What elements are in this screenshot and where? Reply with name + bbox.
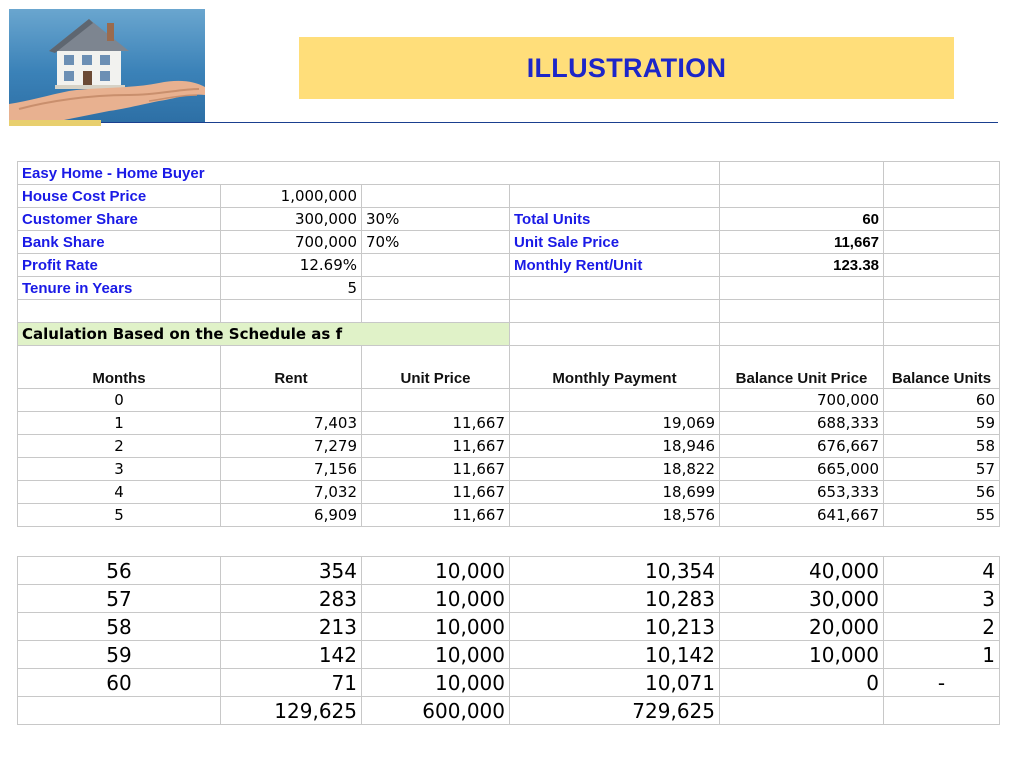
cell-rent: 71: [221, 669, 362, 697]
cell-unit-price: [362, 389, 510, 412]
cell-rent: [221, 389, 362, 412]
table-row: [18, 277, 1000, 300]
cell-monthly-payment: 10,354: [510, 557, 720, 585]
cell-month: 58: [18, 613, 221, 641]
header-divider: [101, 122, 998, 123]
cell-month: 3: [18, 458, 221, 481]
table-row: [18, 300, 1000, 323]
tenure-label: Tenure in Years: [18, 277, 221, 300]
table-row: [18, 585, 1000, 613]
cell-month: 5: [18, 504, 221, 527]
cell-unit-price: 10,000: [362, 641, 510, 669]
table-row: [18, 641, 1000, 669]
cell-balance-unit-price: 676,667: [720, 435, 884, 458]
profit-rate-label: Profit Rate: [18, 254, 221, 277]
cell-month: 0: [18, 389, 221, 412]
cell-month: 56: [18, 557, 221, 585]
cell-monthly-payment: 18,699: [510, 481, 720, 504]
cell-monthly-payment: 19,069: [510, 412, 720, 435]
table-row: [18, 557, 1000, 585]
table-row: [18, 458, 1000, 481]
tenure-value: 5: [221, 277, 362, 300]
profit-rate-value: 12.69%: [221, 254, 362, 277]
table-row: [18, 412, 1000, 435]
cell-unit-price: 10,000: [362, 557, 510, 585]
cell-rent: 7,032: [221, 481, 362, 504]
cell-balance-units: 1: [884, 641, 1000, 669]
schedule-banner: Calulation Based on the Schedule as f: [18, 323, 510, 346]
table-row: [18, 481, 1000, 504]
totals-cell: [720, 697, 884, 725]
cell-balance-unit-price: 665,000: [720, 458, 884, 481]
cell-balance-units: 57: [884, 458, 1000, 481]
cell-balance-unit-price: 10,000: [720, 641, 884, 669]
cell-rent: 6,909: [221, 504, 362, 527]
unit-sale-price-value: 11,667: [720, 231, 884, 254]
title-banner: [299, 37, 954, 99]
cell-rent: 354: [221, 557, 362, 585]
cell-balance-units: 60: [884, 389, 1000, 412]
cell-month: 2: [18, 435, 221, 458]
cell-monthly-payment: 18,946: [510, 435, 720, 458]
cell-month: 4: [18, 481, 221, 504]
col-header-unit-price: Unit Price: [362, 346, 510, 389]
bank-share-label: Bank Share: [18, 231, 221, 254]
cell-balance-units: 55: [884, 504, 1000, 527]
cell-rent: 142: [221, 641, 362, 669]
cell-balance-units: 58: [884, 435, 1000, 458]
table-row: [18, 185, 1000, 208]
cell-unit-price: 11,667: [362, 435, 510, 458]
cell-rent: 283: [221, 585, 362, 613]
table-row: [18, 669, 1000, 697]
col-header-balance-units: Balance Units: [884, 346, 1000, 389]
monthly-rent-value: 123.38: [720, 254, 884, 277]
table-row: [18, 504, 1000, 527]
schedule-rows-start: [18, 389, 1000, 527]
total-units-label: Total Units: [510, 208, 720, 231]
cell-monthly-payment: 10,213: [510, 613, 720, 641]
cell-month: 1: [18, 412, 221, 435]
cell-balance-unit-price: 641,667: [720, 504, 884, 527]
cell-unit-price: 10,000: [362, 585, 510, 613]
cell-balance-unit-price: 700,000: [720, 389, 884, 412]
cell-unit-price: 11,667: [362, 481, 510, 504]
table-row: [18, 435, 1000, 458]
house-in-hand-image: [9, 9, 205, 123]
col-header-rent: Rent: [221, 346, 362, 389]
cell-unit-price: 11,667: [362, 504, 510, 527]
cell-balance-unit-price: 20,000: [720, 613, 884, 641]
cell-rent: 7,403: [221, 412, 362, 435]
table-row: [18, 254, 1000, 277]
cell-monthly-payment: 18,822: [510, 458, 720, 481]
schedule-table-bottom: [17, 556, 1000, 725]
cell-balance-unit-price: 40,000: [720, 557, 884, 585]
cell-unit-price: 10,000: [362, 669, 510, 697]
cell-monthly-payment: 18,576: [510, 504, 720, 527]
cell-balance-units: 56: [884, 481, 1000, 504]
total-unit-price: 600,000: [362, 697, 510, 725]
table-row: [18, 208, 1000, 231]
table-row: [18, 231, 1000, 254]
sheet-heading: Easy Home - Home Buyer: [18, 162, 720, 185]
cell-balance-units: 2: [884, 613, 1000, 641]
cell-unit-price: 11,667: [362, 412, 510, 435]
house-cost-value: 1,000,000: [221, 185, 362, 208]
cell-monthly-payment: 10,142: [510, 641, 720, 669]
bank-share-pct: 70%: [362, 231, 510, 254]
totals-cell: [884, 697, 1000, 725]
house-cost-label: House Cost Price: [18, 185, 221, 208]
total-rent: 129,625: [221, 697, 362, 725]
cell-unit-price: 10,000: [362, 613, 510, 641]
col-header-monthly-payment: Monthly Payment: [510, 346, 720, 389]
cell-balance-unit-price: 30,000: [720, 585, 884, 613]
cell-month: 60: [18, 669, 221, 697]
cell-month: 57: [18, 585, 221, 613]
schedule-table-top: [17, 161, 1000, 527]
logo-accent-bar: [9, 120, 101, 126]
totals-row: [18, 697, 1000, 725]
cell-monthly-payment: 10,071: [510, 669, 720, 697]
col-header-months: Months: [18, 346, 221, 389]
cell-monthly-payment: 10,283: [510, 585, 720, 613]
totals-cell: [18, 697, 221, 725]
table-row: [18, 162, 1000, 185]
cell-rent: 7,279: [221, 435, 362, 458]
col-header-balance-unit-price: Balance Unit Price: [720, 346, 884, 389]
cell-rent: 213: [221, 613, 362, 641]
cell-balance-units: 59: [884, 412, 1000, 435]
cell-monthly-payment: [510, 389, 720, 412]
bank-share-value: 700,000: [221, 231, 362, 254]
cell-balance-units: 4: [884, 557, 1000, 585]
cell-balance-unit-price: 0: [720, 669, 884, 697]
unit-sale-price-label: Unit Sale Price: [510, 231, 720, 254]
customer-share-value: 300,000: [221, 208, 362, 231]
table-row: [18, 613, 1000, 641]
schedule-rows-end: [18, 557, 1000, 697]
customer-share-pct: 30%: [362, 208, 510, 231]
column-header-row: [18, 346, 1000, 389]
cell-balance-units: -: [884, 669, 1000, 697]
table-row: [18, 389, 1000, 412]
page-title: ILLUSTRATION: [526, 52, 727, 83]
total-monthly-payment: 729,625: [510, 697, 720, 725]
cell-month: 59: [18, 641, 221, 669]
customer-share-label: Customer Share: [18, 208, 221, 231]
cell-unit-price: 11,667: [362, 458, 510, 481]
cell-balance-unit-price: 688,333: [720, 412, 884, 435]
cell-balance-unit-price: 653,333: [720, 481, 884, 504]
monthly-rent-label: Monthly Rent/Unit: [510, 254, 720, 277]
cell-rent: 7,156: [221, 458, 362, 481]
table-row: [18, 323, 1000, 346]
cell-balance-units: 3: [884, 585, 1000, 613]
total-units-value: 60: [720, 208, 884, 231]
